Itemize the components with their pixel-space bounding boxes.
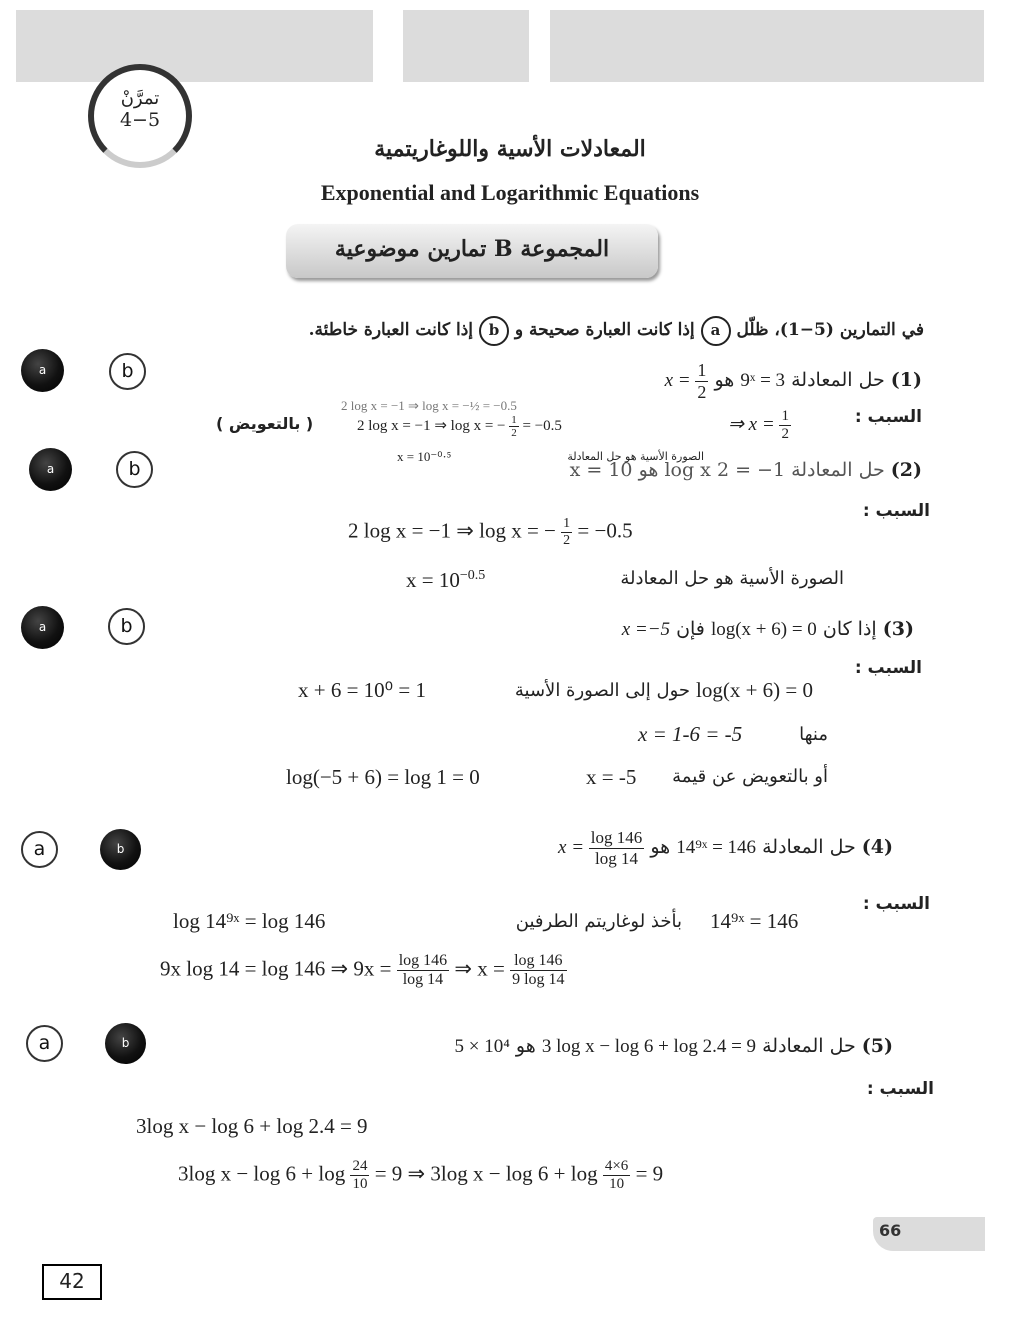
q1-implication <box>728 408 791 443</box>
q3-line1-right: log(x + 6) = 0 <box>696 678 814 702</box>
q1-option-b[interactable]: b <box>109 353 146 390</box>
q3-line1-ar: حول إلى الصورة الأسية <box>514 680 690 701</box>
q4-hw: هو <box>650 835 671 858</box>
q4-line2-b: ⇒ x = <box>454 956 505 981</box>
q1-impl-frac-num: 1 <box>781 408 789 424</box>
q2-line2-ar: الصورة الأسية هو حل المعادلة <box>620 568 844 589</box>
q4-line2-frac1 <box>397 952 449 989</box>
q1-frac-num: 1 <box>697 360 707 380</box>
q4-line2 <box>160 952 567 989</box>
q1-impl-frac <box>779 408 791 443</box>
q2-small-math: x = 10⁻⁰·⁵ <box>397 449 452 464</box>
q1-impl-frac-den: 2 <box>781 426 789 442</box>
q2-reason-label: السبب : <box>862 501 930 521</box>
q3-number: (3) <box>882 618 914 640</box>
q3-line1-left: x + 6 = 10⁰ = 1 <box>298 678 426 702</box>
q4-line2-a: 9x log 14 = log 146 ⇒ 9x = <box>160 956 392 981</box>
q1-reason-label: السبب : <box>854 407 922 427</box>
q5-option-a[interactable]: a <box>26 1025 63 1062</box>
q4-answer-x: x = <box>558 836 585 858</box>
q2-work-text: 2 log x = −1 ⇒ log x = − <box>348 518 556 543</box>
q4-frac-num: log 146 <box>590 828 643 847</box>
q4-option-b[interactable]: b <box>100 829 141 870</box>
q1-stmt-ar: حل المعادلة <box>791 368 885 391</box>
q5-statement <box>455 1035 893 1058</box>
q2-work-end: = −0.5 <box>577 518 633 543</box>
q1-work-text: 2 log x = −1 ⇒ log x = − <box>357 417 506 434</box>
q3-reason-label: السبب : <box>854 658 922 678</box>
q3-option-b[interactable]: b <box>108 608 145 645</box>
q5-line1: 3log x − log 6 + log 2.4 = 9 <box>136 1114 368 1138</box>
q4-line1-right: 14⁹ˣ = 146 <box>710 909 799 933</box>
q5-f1-num: 24 <box>352 1158 368 1174</box>
q5-line2-a: 3log x − log 6 + log <box>178 1161 346 1186</box>
q5-answer: 5 × 10⁴ <box>454 1036 510 1057</box>
q1-answer-x: x = <box>664 369 691 391</box>
exercise-number: 4−5 <box>119 109 161 131</box>
page-number: 66 <box>879 1221 902 1240</box>
q1-statement <box>665 360 922 403</box>
q4-reason-label: السبب : <box>862 894 930 914</box>
q2-work-frac <box>561 516 572 549</box>
q5-hw: هو <box>515 1035 536 1057</box>
header-bar-left <box>16 10 373 82</box>
q1-frac-den: 2 <box>697 382 707 402</box>
q2-option-b[interactable]: b <box>116 451 153 488</box>
q2-line2-exp: −0.5 <box>459 568 486 583</box>
exercise-badge <box>88 64 192 168</box>
header-bar-middle <box>403 10 529 82</box>
q3-option-a[interactable]: a <box>21 606 64 649</box>
q1-work-line <box>357 414 562 439</box>
q4-answer <box>558 828 644 868</box>
instructions-part1: في التمارين (5−1)، ظلّل <box>736 320 924 340</box>
q1-work-frac <box>509 414 519 439</box>
q4-frac-den: log 14 <box>595 849 639 868</box>
q3-stmt-eq: log(x + 6) = 0 <box>710 619 817 640</box>
q5-f1-den: 10 <box>352 1176 368 1192</box>
q3-stmt-ans: x =−5 <box>621 619 671 640</box>
q5-f2-den: 10 <box>609 1176 625 1192</box>
q2-number: (2) <box>890 459 922 481</box>
q5-f2-num: 4×6 <box>604 1158 629 1174</box>
q1-stmt-eq: 9ˣ = 3 <box>740 369 786 391</box>
exercise-word: تمرَّنْ <box>120 88 160 109</box>
q1-number: (1) <box>890 368 922 391</box>
group-label: المجموعة B تمارين موضوعية <box>286 224 658 278</box>
q1-hw: هو <box>714 368 735 391</box>
q5-line2-b: = 9 ⇒ 3log x − log 6 + log <box>374 1161 598 1186</box>
instructions-part3: إذا كانت العبارة خاطئة. <box>308 320 474 340</box>
q4-line1-ar: بأخذ لوغاريتم الطرفين <box>515 911 682 932</box>
q5-stmt-eq: 3 log x − log 6 + log 2.4 = 9 <box>541 1036 757 1057</box>
q1-substitution-note: ( بالتعويض ) <box>216 414 314 433</box>
q1-ghost-line: 2 log x = −1 ⇒ log x = −½ = −0.5 <box>341 398 517 413</box>
q2-option-a[interactable]: a <box>29 448 72 491</box>
q2-work-line1 <box>348 516 633 549</box>
intro-a-circle: a <box>701 316 731 346</box>
q2-statement <box>570 459 922 481</box>
q4-answer-frac <box>589 828 644 869</box>
q3-line3-mid: x = -5 <box>586 765 637 789</box>
q2-work-frac-den: 2 <box>563 533 571 548</box>
header-bar-right <box>550 10 984 82</box>
q5-stmt-ar: حل المعادلة <box>762 1035 856 1057</box>
q5-line2-frac1 <box>350 1158 369 1193</box>
q3-stmt-ar2: فإن <box>676 618 705 640</box>
q1-work-end: = −0.5 <box>522 417 562 434</box>
q4-option-a[interactable]: a <box>21 831 58 868</box>
q3-line3-ar: أو بالتعويض عن قيمة <box>672 766 828 787</box>
title-arabic: المعادلات الأسية واللوغاريتمية <box>374 136 646 162</box>
q4-f1-den: log 14 <box>402 971 444 988</box>
q1-work-frac-den: 2 <box>511 427 517 439</box>
q5-reason-label: السبب : <box>866 1079 934 1099</box>
intro-b-circle: b <box>479 316 509 346</box>
q3-line2-math: x = 1-6 = -5 <box>638 722 743 746</box>
q5-number: (5) <box>861 1035 893 1057</box>
q2-stmt: حل المعادلة 1− = 2 log x هو x = 10 <box>569 459 885 481</box>
footer-page-box: 42 <box>42 1264 102 1300</box>
q1-answer <box>664 360 709 402</box>
q5-line2-frac2 <box>603 1158 630 1193</box>
q4-line1-left: log 14⁹ˣ = log 146 <box>173 909 326 933</box>
q5-option-b[interactable]: b <box>105 1023 146 1064</box>
q4-f1-num: log 146 <box>398 952 448 969</box>
q5-line2-c: = 9 <box>635 1161 664 1186</box>
q4-f2-den: 9 log 14 <box>512 971 565 988</box>
q4-number: (4) <box>861 835 893 858</box>
q1-work-frac-num: 1 <box>511 414 517 426</box>
q3-line3-left: log(−5 + 6) = log 1 = 0 <box>286 765 480 789</box>
q2-small-ar: الصورة الأسية هو حل المعادلة <box>567 450 704 463</box>
q1-impl-text: ⇒ x = <box>728 413 775 435</box>
q2-line2-math: x = 10 <box>406 568 460 592</box>
q3-line2-ar: منها <box>799 724 828 745</box>
q4-stmt-eq: 14⁹ˣ = 146 <box>676 836 757 858</box>
q1-answer-frac <box>695 360 708 403</box>
page-number-tab <box>873 1217 985 1251</box>
q4-stmt-ar: حل المعادلة <box>762 835 856 858</box>
q3-stmt-ar1: إذا كان <box>822 618 877 640</box>
q4-line2-frac2 <box>510 952 566 989</box>
q3-statement <box>622 618 914 641</box>
q5-line2 <box>178 1158 663 1193</box>
q4-statement <box>558 828 893 869</box>
q2-work-line2 <box>406 568 485 593</box>
instructions-part2: إذا كانت العبارة صحيحة و <box>514 320 695 340</box>
title-english: Exponential and Logarithmic Equations <box>320 180 700 205</box>
q4-f2-num: log 146 <box>510 952 566 971</box>
instructions <box>309 316 924 346</box>
q2-work-frac-num: 1 <box>563 516 571 531</box>
q1-option-a[interactable]: a <box>21 349 64 392</box>
